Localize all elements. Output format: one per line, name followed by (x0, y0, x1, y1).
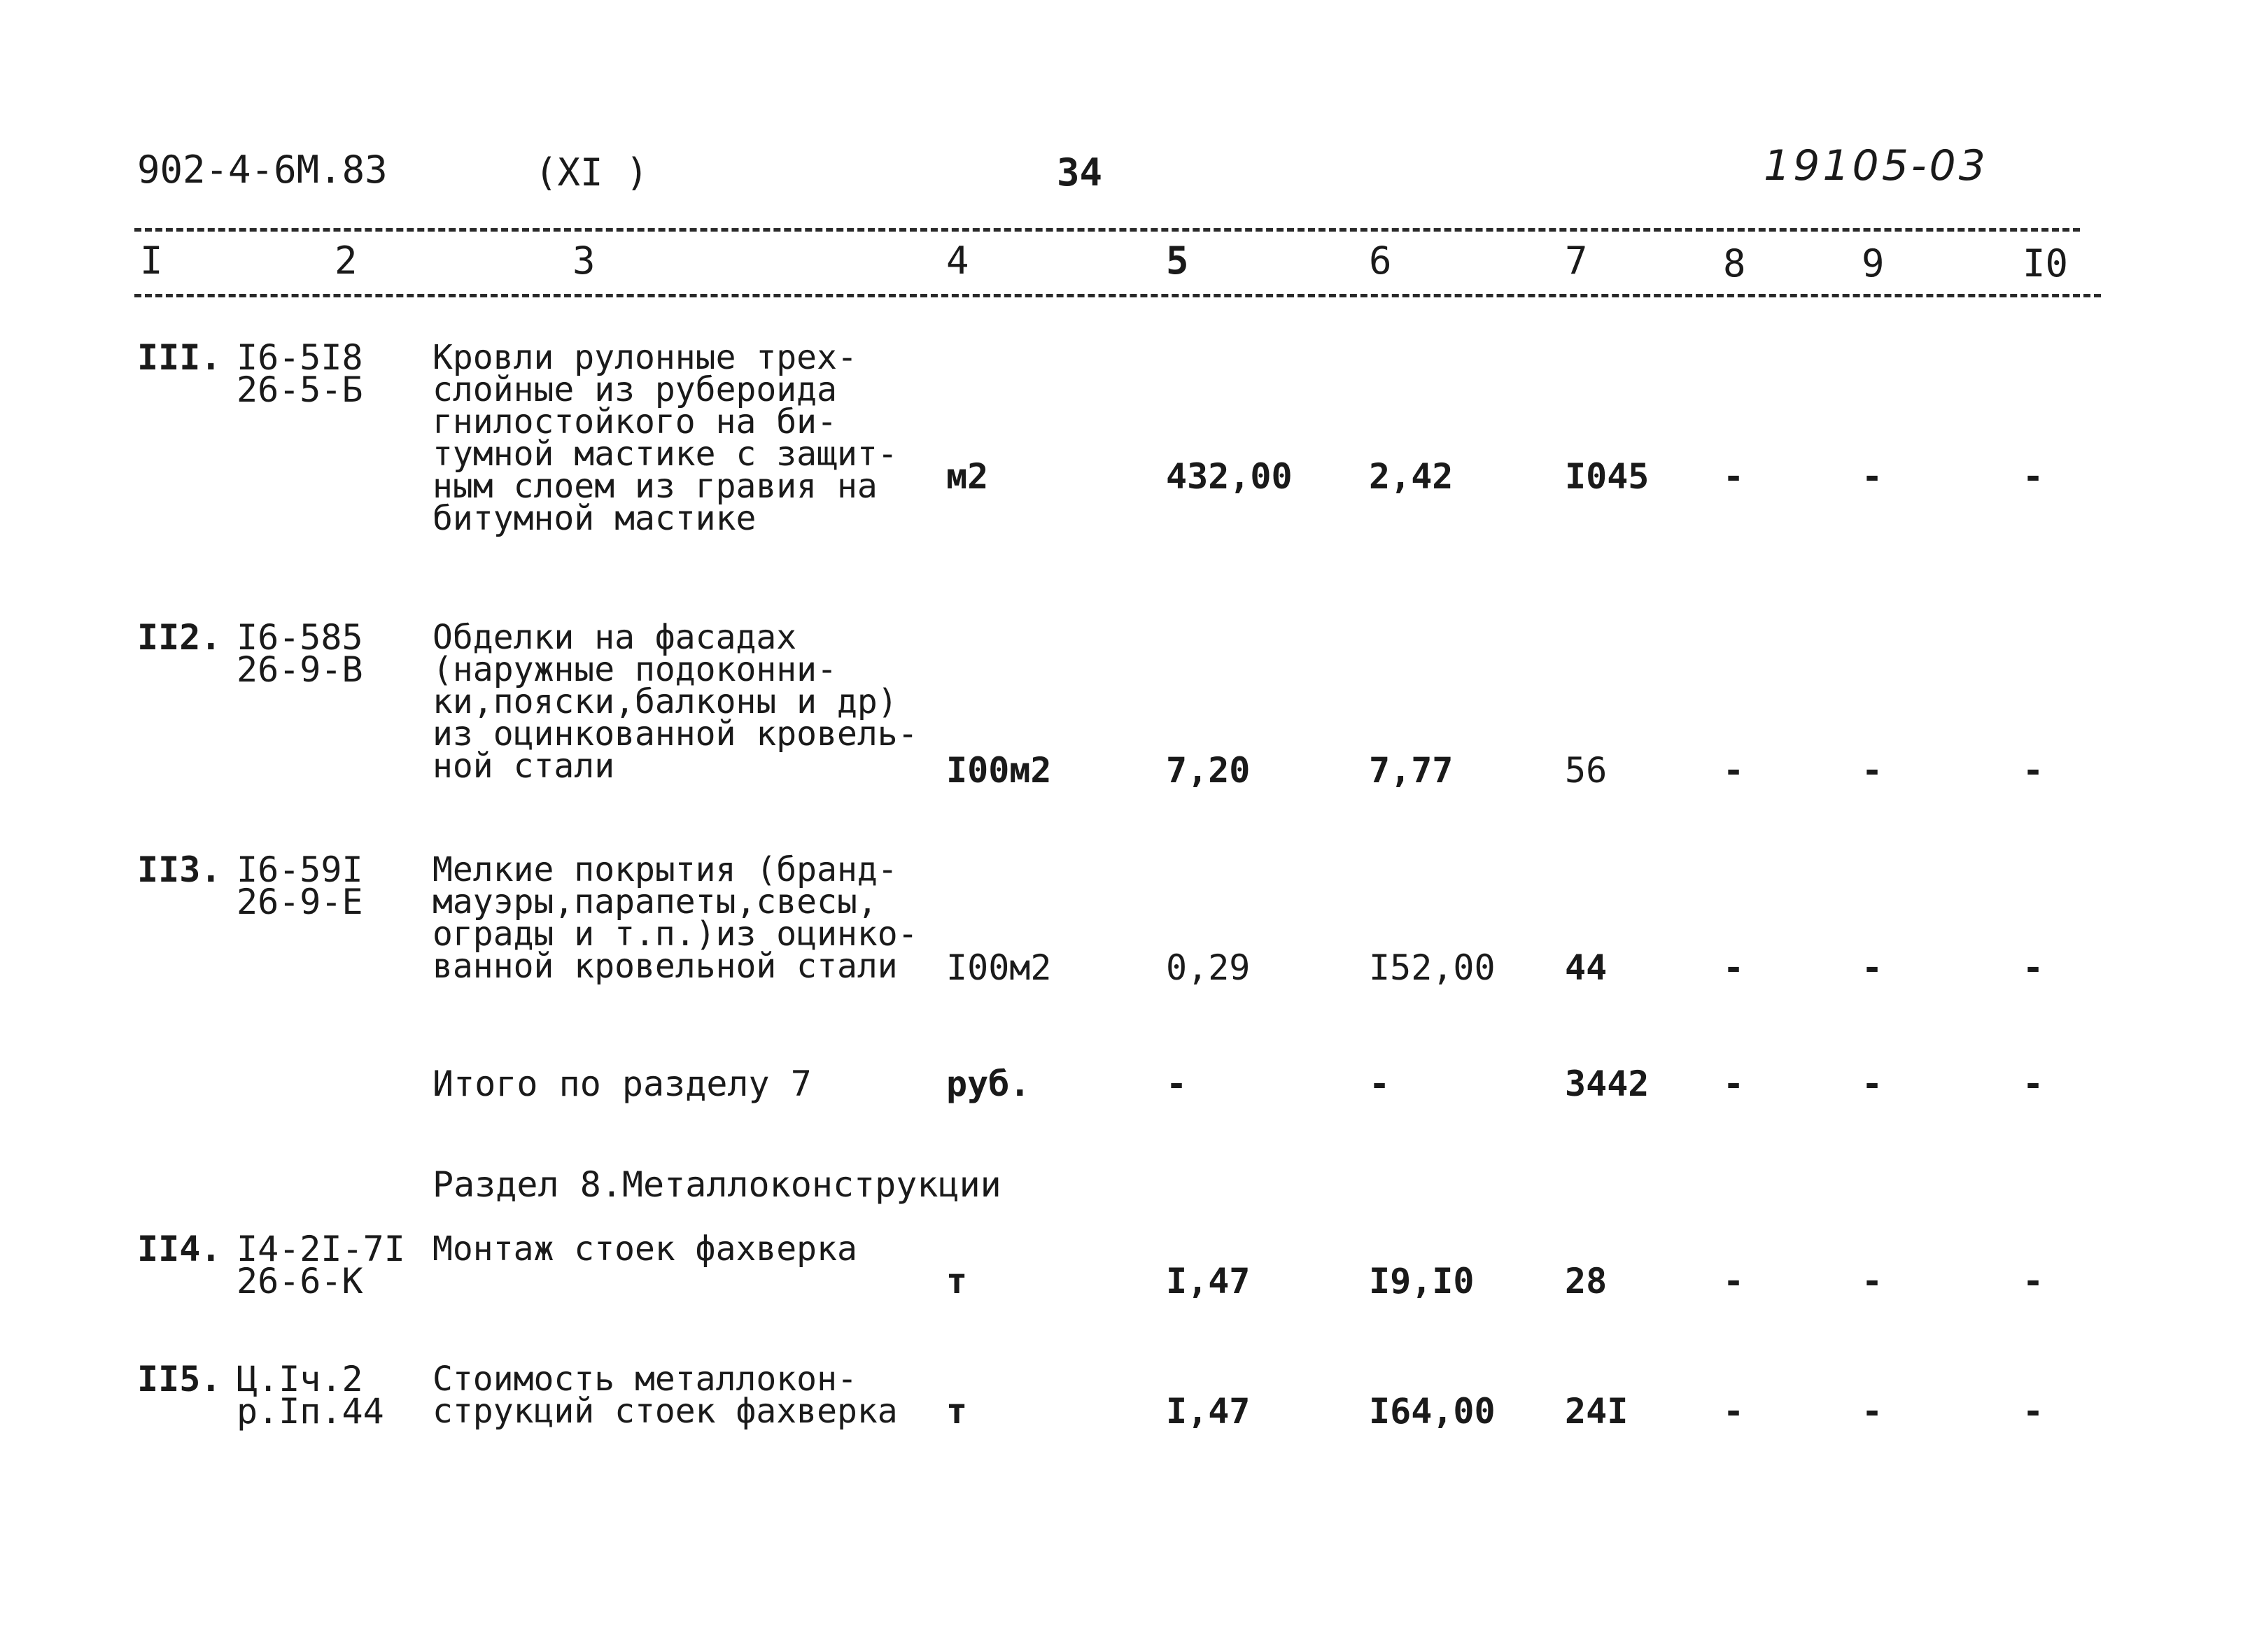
subtotal-unit: руб. (946, 1064, 1031, 1104)
row-col10: - (2023, 1261, 2044, 1301)
row-code-secondary: 26-9-В (237, 649, 363, 690)
section-mark: (XI ) (535, 150, 649, 195)
row-number: III. (137, 337, 222, 378)
row-quantity: 432,00 (1166, 456, 1293, 497)
row-total: 44 (1565, 947, 1608, 988)
doc-code: 902-4-6М.83 (137, 148, 388, 192)
col-header-5: 5 (1166, 239, 1189, 283)
row-number: II2. (137, 617, 222, 658)
col-header-7: 7 (1565, 239, 1588, 283)
row-col8: - (1723, 456, 1745, 497)
row-code-secondary: 26-9-Е (237, 882, 363, 922)
subtotal-label: Итого по разделу 7 (433, 1064, 812, 1104)
row-total: 24I (1565, 1391, 1629, 1432)
row-unit-price: 7,77 (1369, 750, 1454, 791)
col-header-2: 2 (335, 239, 358, 283)
row-description: Мелкие покрытия (бранд- мауэры,парапеты,свесы, ограды и т.п.)из оцинко- ванной кровельной стали (433, 850, 918, 986)
subtotal-col9: - (1862, 1064, 1883, 1104)
row-unit-price: I9,I0 (1369, 1261, 1475, 1301)
row-unit-price: I52,00 (1369, 947, 1496, 988)
row-unit: I00м2 (946, 947, 1052, 988)
row-unit: т (946, 1261, 968, 1301)
row-col8: - (1723, 750, 1745, 791)
row-code-primary: I6-5I8 (237, 337, 363, 378)
row-description: Кровли рулонные трех- слойные из рубероида гнилостойкого на би- тумной мастике с защит- ным слоем из гравия на битумной мастике (433, 338, 898, 538)
row-unit: I00м2 (946, 750, 1052, 791)
header-rule-top (134, 228, 2080, 232)
col-header-6: 6 (1369, 239, 1392, 283)
section-title: Раздел 8.Металлоконструкции (433, 1164, 1001, 1205)
row-total: I045 (1565, 456, 1650, 497)
row-unit: т (946, 1391, 968, 1432)
row-code-secondary: 26-6-К (237, 1261, 363, 1301)
row-col10: - (2023, 750, 2044, 791)
subtotal-price: - (1369, 1064, 1391, 1104)
row-col8: - (1723, 1261, 1745, 1301)
row-total: 28 (1565, 1261, 1608, 1301)
row-col8: - (1723, 1391, 1745, 1432)
col-header-9: 9 (1862, 241, 1885, 285)
row-unit-price: I64,00 (1369, 1391, 1496, 1432)
page-number: 34 (1057, 150, 1103, 195)
row-col10: - (2023, 456, 2044, 497)
row-number: II3. (137, 849, 222, 890)
row-number: II4. (137, 1229, 222, 1269)
subtotal-col8: - (1723, 1064, 1745, 1104)
col-header-4: 4 (946, 239, 969, 283)
row-quantity: 7,20 (1166, 750, 1251, 791)
row-col9: - (1862, 1261, 1883, 1301)
row-number: II5. (137, 1359, 222, 1399)
row-code-secondary: 26-5-Б (237, 369, 363, 410)
row-total: 56 (1565, 750, 1608, 791)
col-header-10: I0 (2023, 241, 2069, 285)
row-unit: м2 (946, 456, 989, 497)
col-header-3: 3 (572, 239, 596, 283)
header-rule-bottom (134, 294, 2101, 297)
row-quantity: I,47 (1166, 1391, 1251, 1432)
row-code-secondary: р.Iп.44 (237, 1391, 384, 1432)
subtotal-total: 3442 (1565, 1064, 1650, 1104)
row-code-primary: I6-59I (237, 849, 363, 890)
row-description: Стоимость металлокон- струкций стоек фахверка (433, 1360, 898, 1431)
row-col9: - (1862, 947, 1883, 988)
row-description: Монтаж стоек фахверка (433, 1229, 857, 1269)
row-col10: - (2023, 1391, 2044, 1432)
subtotal-quantity: - (1166, 1064, 1188, 1104)
row-col9: - (1862, 456, 1883, 497)
row-code-primary: I6-585 (237, 617, 363, 658)
subtotal-col10: - (2023, 1064, 2044, 1104)
row-unit-price: 2,42 (1369, 456, 1454, 497)
row-quantity: 0,29 (1166, 947, 1251, 988)
row-quantity: I,47 (1166, 1261, 1251, 1301)
row-col9: - (1862, 1391, 1883, 1432)
col-header-1: I (140, 239, 163, 283)
row-code-primary: I4-2I-7I (237, 1229, 405, 1269)
row-col10: - (2023, 947, 2044, 988)
row-col8: - (1723, 947, 1745, 988)
col-header-8: 8 (1723, 241, 1746, 285)
handwritten-number: 19105-03 (1764, 141, 1988, 190)
row-col9: - (1862, 750, 1883, 791)
row-description: Обделки на фасадах (наружные подоконни- ки,пояски,балконы и др) из оцинкованной кровель- ной стали (433, 618, 918, 786)
row-code-primary: Ц.Iч.2 (237, 1359, 363, 1399)
